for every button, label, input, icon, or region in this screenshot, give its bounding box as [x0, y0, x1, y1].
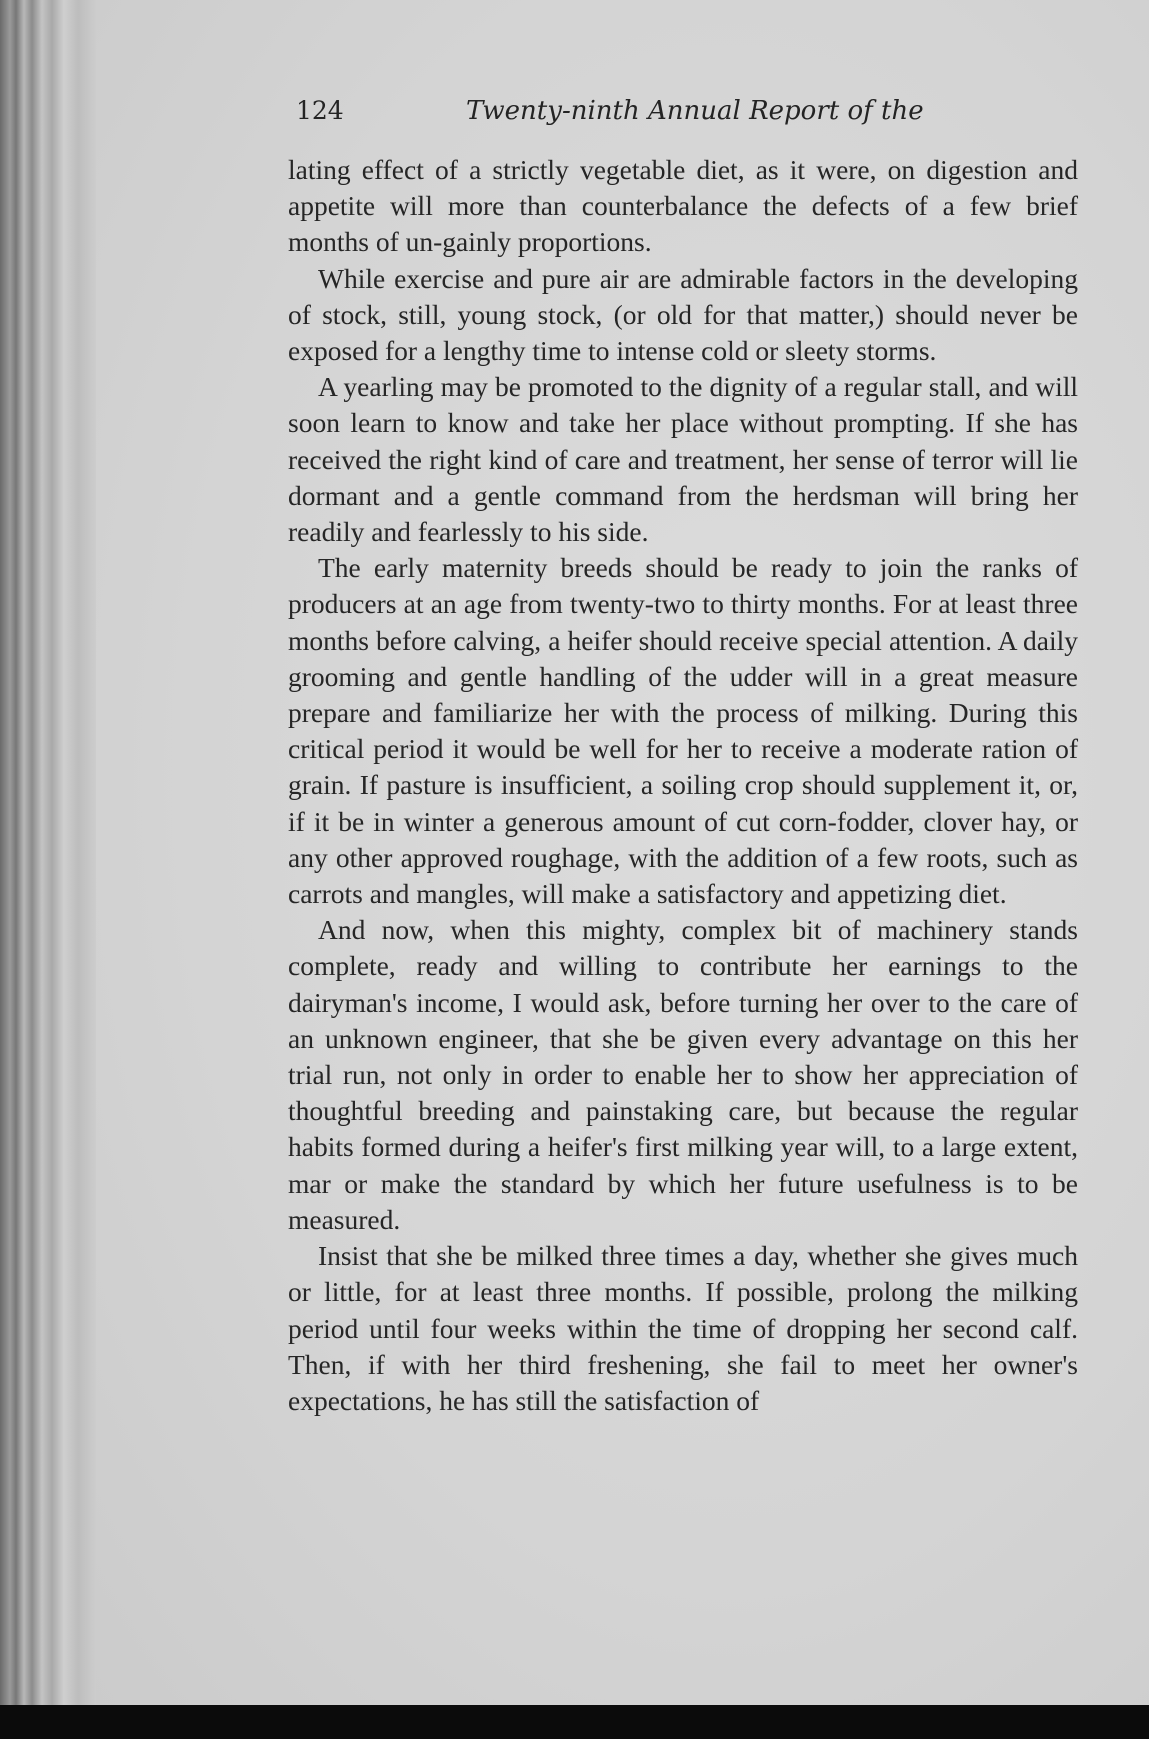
paragraph-machinery: And now, when this mighty, complex bit of machinery stands complete, ready and willing to contribute her earnings to the dairyman's income, I would ask, before turning her over to the care of an unknown engineer, that she be given every advantage on this her trial run, not only in order to enable her to show her appreciation of thoughtful breeding and painstaking care, but because the regular habits formed during a heifer's first milking year will, to a large extent, mar or make the standard by which her future usefulness is to be measured. [288, 914, 1078, 1235]
paragraph-exercise: While exercise and pure air are admirable factors in the developing of stock, still, young stock, (or old for that matter,) should never be exposed for a lengthy time to intense cold or sleety storms. [288, 262, 1078, 367]
paragraph-continuation: lating effect of a strictly vegetable diet, as it were, on digestion and appetite will more than counterbalance the defects of a few brief months of un-gainly proportions. [288, 154, 1078, 258]
book-spine-edge [0, 0, 100, 1710]
running-title: Twenty-ninth Annual Report of the [466, 96, 924, 126]
paragraph-yearling: A yearling may be promoted to the dignity of a regular stall, and will soon learn to know and take her place without prompting. If she has received the right kind of care and treatment, her sense of terror will lie dormant and a gentle command from the herdsman will bring her readily and fearlessly to his side. [288, 371, 1078, 548]
paragraph-milking: Insist that she be milked three times a day, whether she gives much or little, for at least three months. If possible, prolong the milking period until four weeks within the time of dropping her second calf. Then, if with her third freshening, she fail to meet her owner's expectations, he has still the satisfaction of [288, 1240, 1078, 1416]
paragraph-maternity: The early maternity breeds should be ready to join the ranks of producers at an age from twenty-two to thirty months. For at least three months before calving, a heifer should receive special attention. A daily grooming and gentle handling of the udder will in a great measure prepare and familiarize her with the process of milking. During this critical period it would be well for her to receive a moderate ration of grain. If pasture is insufficient, a soiling crop should supplement it, or, if it be in winter a generous amount of cut corn-fodder, clover hay, or any other approved roughage, with the addition of a few roots, such as carrots and mangles, will make a satisfactory and appetizing diet. [288, 552, 1078, 910]
scan-bottom-border [0, 1705, 1149, 1739]
page-header [296, 96, 936, 136]
page-number: 124 [296, 96, 344, 125]
body-text [288, 152, 1078, 1419]
